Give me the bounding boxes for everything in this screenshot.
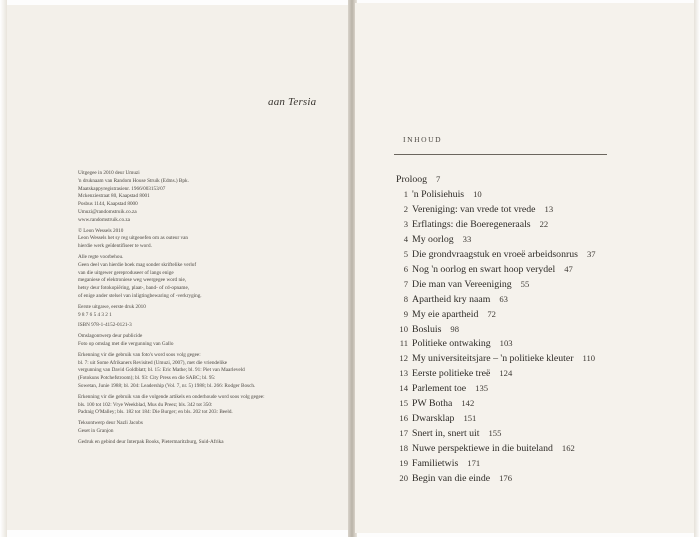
toc-entry-page: 33 xyxy=(462,234,472,244)
imprint-line: Teksontwerp deur Nazli Jacobs xyxy=(78,420,143,427)
imprint-line: Foto op omslag met die vergunning van Gallo xyxy=(78,340,174,347)
toc-entry-title: My universiteitsjare – 'n politieke kleuter xyxy=(412,353,574,364)
toc-entry xyxy=(390,383,488,394)
imprint-line: hierdie werk geïdentifiseer te word. xyxy=(78,243,152,250)
imprint-line: Geset in Granjon xyxy=(78,427,114,434)
toc-entry xyxy=(390,264,573,275)
toc-entry-title: Familietwis xyxy=(412,458,459,469)
toc-entry-title: Politieke ontwaking xyxy=(412,338,491,349)
toc-entry-number: 19 xyxy=(399,458,408,468)
toc-entry-title: Dwarsklap xyxy=(412,413,455,424)
imprint-line: Mckenziestraat 80, Kaapstad 8001 xyxy=(78,193,150,200)
toc-entry-page: 55 xyxy=(520,279,530,289)
imprint-block xyxy=(78,322,340,330)
toc-entry-page: 10 xyxy=(473,189,482,199)
toc-entry-title: Snert in, snert uit xyxy=(412,428,480,439)
toc-entry-page: 110 xyxy=(582,353,596,363)
toc-entry-page: 37 xyxy=(586,249,596,259)
toc-entry xyxy=(390,368,512,379)
toc-entry xyxy=(390,428,501,439)
imprint-line: Geen deel van hierdie boek mag sonder skriftelike verlof xyxy=(78,261,197,268)
toc-entry-title: Nog 'n oorlog en swart hoop verydel xyxy=(412,264,556,275)
toc-entry-number: 10 xyxy=(399,324,408,334)
imprint-line: Umuzi@randomstruik.co.za xyxy=(78,208,137,215)
toc-entry-number: 16 xyxy=(399,413,408,423)
toc-entry-number: 4 xyxy=(403,234,408,244)
toc-entry-title: Apartheid kry naam xyxy=(412,294,491,305)
imprint-line: © Leon Wessels 2010 xyxy=(78,227,124,234)
imprint-line: Sowetan, Junie 1988; bl. 204: Leadership (Vol. 7, nr. 5) 1988; bl. 266: Rodger Bosch. xyxy=(78,382,256,389)
imprint-line: Erkenning vir die gebruik van die volgende artikels en onderhoude word soos volg gegee: xyxy=(78,393,265,400)
toc-entry xyxy=(390,413,476,424)
toc-entry-number: 3 xyxy=(403,219,408,229)
toc-entry xyxy=(390,204,553,215)
toc-entry xyxy=(390,309,496,320)
toc-divider xyxy=(394,154,607,155)
imprint-line: meganiese of elektroniese weg weergegee word nie, xyxy=(78,277,187,284)
toc-entry-page: 72 xyxy=(487,309,496,319)
toc-entry xyxy=(390,189,482,200)
toc-entry-number: 20 xyxy=(399,473,408,483)
imprint-line: ISBN 978-1-4152-0121-3 xyxy=(78,322,132,329)
imprint-block xyxy=(78,254,340,301)
imprint-line: Uitgegee in 2010 deur Umuzi xyxy=(78,170,140,176)
toc-entry-page: 171 xyxy=(467,458,481,468)
toc-entry xyxy=(390,338,513,349)
toc-entry-page: 63 xyxy=(499,294,508,304)
toc-entry-page: 124 xyxy=(499,368,513,378)
imprint-line: www.randomstruik.co.za xyxy=(78,216,130,223)
toc-entry-number: 11 xyxy=(399,338,408,348)
toc-entry-number: 9 xyxy=(403,309,408,319)
toc-entry-prolog xyxy=(396,174,440,185)
toc-entry-title: Nuwe perspektiewe in die buiteland xyxy=(412,443,553,454)
imprint-line: Posbus 1144, Kaapstad 8000 xyxy=(78,201,138,208)
toc-entry-number: 12 xyxy=(399,353,408,363)
imprint-line: 'n druknaam van Random House Struik (Edms.) Bpk. xyxy=(78,177,189,184)
toc-entry xyxy=(390,398,474,409)
imprint-line: Alle regte voorbehou. xyxy=(78,253,124,260)
toc-entry-title: My eie apartheid xyxy=(412,309,479,320)
toc-entry-page: 155 xyxy=(488,428,502,438)
toc-entry-number: 15 xyxy=(399,398,408,408)
toc-entry-number: 7 xyxy=(403,279,408,289)
toc-entry-page: 151 xyxy=(463,413,477,423)
toc-entry xyxy=(390,458,480,469)
toc-entry-number: 17 xyxy=(399,428,408,438)
toc-entry xyxy=(390,353,595,364)
imprint-block xyxy=(78,333,340,349)
toc-entry-title: Die grondvraagstuk en vroeë arbeidsonrus xyxy=(412,249,578,260)
imprint-line: bl. 7: uit Some Afrikaners Revisited (Umuzi, 2007), met die vriendelike xyxy=(78,359,228,366)
book-edge-left xyxy=(0,0,7,537)
imprint-block xyxy=(78,439,340,447)
imprint-line: Leon Wessels het sy reg uitgeoefen om as outeur van xyxy=(78,235,188,242)
toc-entry-number: 13 xyxy=(399,368,408,378)
toc-entry xyxy=(390,294,508,305)
toc-entry xyxy=(390,473,512,484)
toc-entry-title: Parlement toe xyxy=(412,383,467,394)
toc-entry-page: 98 xyxy=(450,324,459,334)
toc-heading: INHOUD xyxy=(403,135,443,144)
toc-entry-page: 22 xyxy=(539,219,549,229)
toc-entry-number: 5 xyxy=(403,249,408,259)
toc-entry-number: 18 xyxy=(399,443,408,453)
toc-entry-page: 13 xyxy=(544,204,554,214)
copyright-imprint xyxy=(78,170,340,450)
imprint-line: Eerste uitgawe, eerste druk 2010 xyxy=(78,303,146,310)
imprint-line: hetsy deur fotokopiëring, plaat-, band- of cd-opname, xyxy=(78,285,190,292)
toc-entry-number: 2 xyxy=(403,204,408,214)
toc-entry-title: Erflatings: die Boeregeneraals xyxy=(412,219,531,230)
imprint-block xyxy=(78,394,340,417)
toc-entry xyxy=(390,219,548,230)
toc-entry-page: 47 xyxy=(564,264,573,274)
imprint-block xyxy=(78,420,340,436)
toc-entry-title: Begin van die einde xyxy=(412,473,491,484)
toc-entry-title: Vereniging: van vrede tot vrede xyxy=(412,204,536,215)
toc-entry-number: 14 xyxy=(399,383,408,393)
toc-entry-title: Bosluis xyxy=(412,324,442,335)
toc-entry-number: 6 xyxy=(403,264,408,274)
imprint-line: (Fotokuns Potchefstroom); bl. 93: City Press en die SABC; bl. 95: xyxy=(78,375,216,382)
book-edge-right xyxy=(694,0,700,537)
toc-entry xyxy=(390,249,596,260)
toc-entry-page: 176 xyxy=(499,473,512,483)
imprint-line: 9 8 7 6 5 4 3 2 1 xyxy=(78,311,112,318)
toc-entry xyxy=(390,234,471,245)
imprint-block xyxy=(78,352,340,391)
imprint-block xyxy=(78,304,340,320)
imprint-block xyxy=(78,228,340,251)
toc-entry-title: PW Botha xyxy=(412,398,453,409)
toc-entry-page: 135 xyxy=(475,383,489,393)
toc-entry-number: 1 xyxy=(403,189,408,199)
toc-entry-page: 103 xyxy=(499,338,513,348)
imprint-line: Erkenning vir die gebruik van foto's word soos volg gegee: xyxy=(78,351,201,358)
toc-entry-number: 8 xyxy=(403,294,408,304)
toc-entry-title: Eerste politieke treë xyxy=(412,368,491,379)
toc-entry-page: 142 xyxy=(461,398,475,408)
toc-entry xyxy=(390,443,575,454)
imprint-block xyxy=(78,170,340,225)
imprint-line: Gedruk en gebind deur Interpak Books, Pietermaritzburg, Suid-Afrika xyxy=(78,438,224,445)
imprint-line: bls. 100 tot 102: Vrye Weekblad, Mus du Preez; bls. 342 tot 350: xyxy=(78,401,213,408)
toc-entry xyxy=(390,279,529,290)
imprint-line: vergunning van David Goldblatt; bl. 15: Eric Mathe; bl. 91: Piet van Maarleveld xyxy=(78,367,245,374)
toc-entry xyxy=(390,324,459,335)
toc-entry-title: Die man van Vereeniging xyxy=(412,279,512,290)
toc-entry-title: 'n Polisiehuis xyxy=(412,189,465,200)
imprint-line: Padraig O'Malley; bls. 182 tot 184: Die Burger; en bls. 202 tot 203: Beeld. xyxy=(78,409,233,416)
toc-entry-title: My oorlog xyxy=(412,234,454,245)
toc-entry-page: 162 xyxy=(561,443,575,453)
imprint-line: Maatskappyregistrasienr. 1966/003153/07 xyxy=(78,185,166,192)
dedication: aan Tersia xyxy=(268,96,317,108)
toc-entry-page: 7 xyxy=(436,174,441,184)
imprint-line: of enige ander stelsel van inligtingbewaring of -verkryging. xyxy=(78,292,202,299)
imprint-line: Omslagontwerp deur publicide xyxy=(78,333,143,340)
toc-entry-title: Proloog xyxy=(396,174,428,185)
imprint-line: van die uitgewer gereproduseer of langs enige xyxy=(78,269,174,276)
